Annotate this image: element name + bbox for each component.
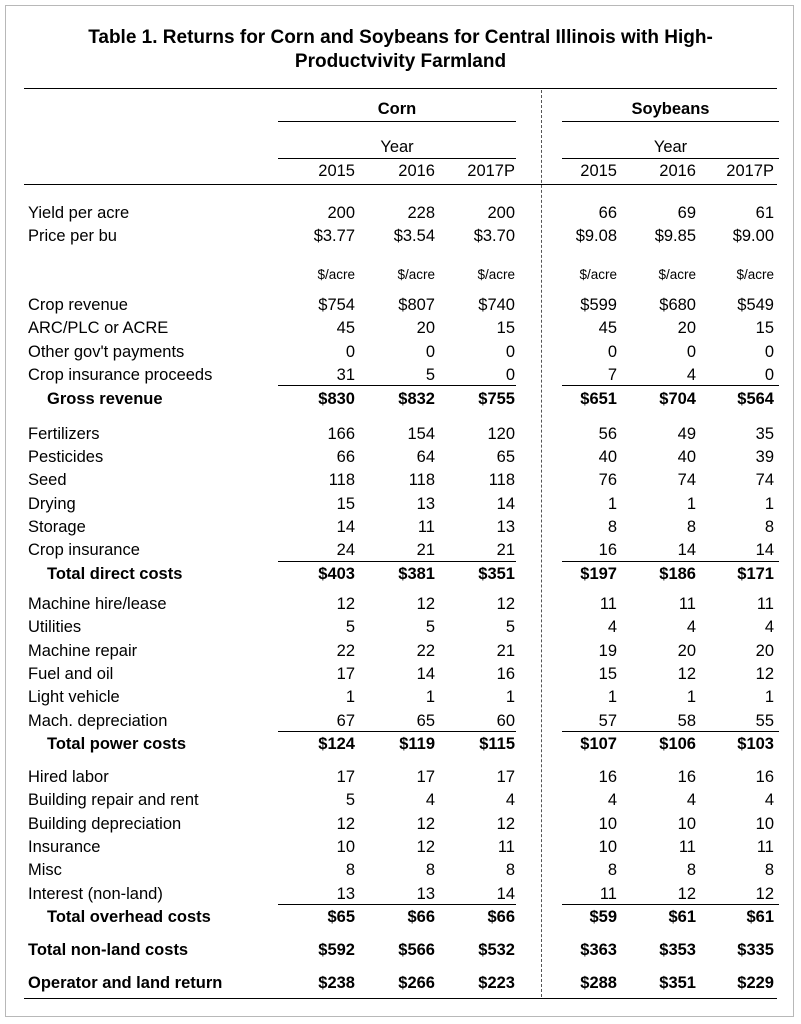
corn-cell: 5 [425, 618, 435, 636]
corn-cell: $566 [398, 941, 435, 959]
corn-cell: 5 [505, 618, 515, 636]
soybeans-cell: $171 [737, 565, 774, 583]
soybeans-cell: 8 [686, 518, 696, 536]
row-label: Fuel and oil [28, 665, 114, 683]
soybeans-cell: 1 [607, 688, 617, 706]
soybeans-cell: $564 [737, 390, 774, 408]
soybeans-cell: $229 [737, 974, 774, 992]
corn-cell: 66 [336, 448, 355, 466]
soybeans-cell: $107 [580, 735, 617, 753]
soybeans-cell: $/acre [658, 267, 696, 282]
corn-cell: 5 [345, 791, 355, 809]
corn-cell: 118 [488, 471, 515, 489]
row-label: Total power costs [47, 735, 187, 753]
soybeans-cell: 58 [677, 712, 696, 730]
corn-cell: $740 [478, 296, 515, 314]
soybeans-cell: $353 [659, 941, 696, 959]
soybeans-cell: 0 [607, 343, 617, 361]
soybeans-cell: 4 [686, 366, 696, 384]
corn-cell: 21 [496, 541, 515, 559]
group-header-soybeans: Soybeans [631, 100, 710, 118]
soybeans-cell: 74 [755, 471, 774, 489]
corn-cell: $66 [407, 908, 435, 926]
row-label: Storage [28, 518, 86, 536]
soybeans-cell: $103 [737, 735, 774, 753]
row-label: Light vehicle [28, 688, 120, 706]
soybeans-cell: 57 [598, 712, 617, 730]
row-label: ARC/PLC or ACRE [28, 319, 169, 337]
row-label: Crop revenue [28, 296, 128, 314]
power-costs-rule-corn [278, 731, 516, 732]
soybeans-cell: 12 [677, 665, 696, 683]
soybeans-cell: 1 [764, 495, 774, 513]
row-label: Interest (non-land) [28, 885, 163, 903]
soybeans-cell: 69 [677, 204, 696, 222]
soy-year-2015: 2015 [580, 162, 617, 180]
soybeans-cell: $61 [668, 908, 696, 926]
corn-year-2015: 2015 [318, 162, 355, 180]
soybeans-cell: $/acre [579, 267, 617, 282]
corn-cell: 154 [407, 425, 435, 443]
corn-cell: 21 [496, 642, 515, 660]
corn-year-rule [278, 158, 516, 159]
row-label: Gross revenue [47, 390, 163, 408]
soybeans-cell: $9.00 [732, 227, 774, 245]
corn-cell: 20 [416, 319, 435, 337]
corn-cell: $351 [478, 565, 515, 583]
corn-cell: $3.77 [313, 227, 355, 245]
soybeans-cell: 19 [598, 642, 617, 660]
corn-cell: 12 [416, 595, 435, 613]
soybeans-cell: 1 [764, 688, 774, 706]
group-divider [541, 90, 542, 997]
corn-cell: 14 [336, 518, 355, 536]
corn-cell: 22 [336, 642, 355, 660]
corn-cell: $754 [318, 296, 355, 314]
soybeans-cell: 11 [599, 885, 617, 903]
soybeans-group-rule [562, 121, 779, 122]
soybeans-cell: 8 [686, 861, 696, 879]
soybeans-cell: 4 [764, 618, 774, 636]
corn-cell: $238 [318, 974, 355, 992]
corn-cell: $830 [318, 390, 355, 408]
soybeans-cell: 45 [598, 319, 617, 337]
corn-cell: 12 [336, 815, 355, 833]
table-title-line-1: Table 1. Returns for Corn and Soybeans for Central Illinois with High- [88, 27, 713, 48]
corn-cell: 13 [496, 518, 515, 536]
corn-cell: 14 [496, 495, 515, 513]
table-bottom-rule [24, 998, 777, 999]
soybeans-cell: $186 [659, 565, 696, 583]
soybeans-cell: $288 [580, 974, 617, 992]
soybeans-cell: 35 [755, 425, 774, 443]
soybeans-cell: $704 [659, 390, 696, 408]
soybeans-cell: 4 [686, 791, 696, 809]
soybeans-cell: 56 [598, 425, 617, 443]
corn-cell: 14 [416, 665, 435, 683]
soybeans-cell: 11 [599, 595, 617, 613]
soy-year-2017p: 2017P [726, 162, 774, 180]
row-label: Pesticides [28, 448, 104, 466]
gross-revenue-rule-corn [278, 385, 516, 386]
row-label: Hired labor [28, 768, 109, 786]
corn-cell: $115 [479, 735, 515, 753]
soybeans-cell: 76 [598, 471, 617, 489]
row-label: Other gov't payments [28, 343, 185, 361]
corn-cell: 200 [487, 204, 515, 222]
corn-cell: 17 [416, 768, 435, 786]
soybeans-cell: 39 [755, 448, 774, 466]
soybeans-cell: $549 [737, 296, 774, 314]
row-label: Machine repair [28, 642, 138, 660]
row-label: Mach. depreciation [28, 712, 168, 730]
corn-cell: 0 [505, 343, 515, 361]
soybeans-cell: $59 [589, 908, 617, 926]
soybeans-cell: 14 [755, 541, 774, 559]
corn-cell: 13 [416, 495, 435, 513]
overhead-costs-rule-soy [562, 904, 779, 905]
corn-cell: 15 [336, 495, 355, 513]
soybeans-cell: 15 [598, 665, 617, 683]
corn-cell: 21 [416, 541, 435, 559]
corn-cell: 8 [345, 861, 355, 879]
corn-cell: 12 [336, 595, 355, 613]
corn-cell: $/acre [317, 267, 355, 282]
corn-cell: 60 [496, 712, 515, 730]
corn-year-2016: 2016 [398, 162, 435, 180]
row-label: Building depreciation [28, 815, 182, 833]
corn-cell: $3.54 [393, 227, 435, 245]
corn-cell: 12 [416, 838, 435, 856]
soybeans-cell: 0 [764, 343, 774, 361]
corn-cell: $832 [398, 390, 435, 408]
soybeans-cell: 0 [686, 343, 696, 361]
corn-group-rule [278, 121, 516, 122]
soybeans-cell: 10 [755, 815, 774, 833]
soybeans-cell: 74 [677, 471, 696, 489]
soybeans-cell: 8 [607, 861, 617, 879]
row-label: Yield per acre [28, 204, 130, 222]
corn-cell: 120 [487, 425, 515, 443]
corn-cell: 11 [497, 838, 515, 856]
corn-cell: $807 [398, 296, 435, 314]
soybeans-cell: 10 [677, 815, 696, 833]
soybeans-cell: 8 [764, 861, 774, 879]
soybeans-cell: $9.85 [654, 227, 696, 245]
soybeans-cell: 20 [677, 642, 696, 660]
corn-cell: 166 [327, 425, 355, 443]
corn-cell: 31 [336, 366, 355, 384]
soybeans-cell: 10 [598, 838, 617, 856]
header-top-rule [24, 88, 777, 89]
soybeans-cell: $/acre [736, 267, 774, 282]
soybeans-cell: 16 [598, 541, 617, 559]
corn-cell: $592 [318, 941, 355, 959]
corn-cell: $755 [478, 390, 515, 408]
soybeans-cell: $197 [580, 565, 617, 583]
soybeans-cell: 1 [607, 495, 617, 513]
corn-cell: 10 [336, 838, 355, 856]
row-label: Total direct costs [47, 565, 183, 583]
corn-cell: 4 [505, 791, 515, 809]
soybeans-cell: 4 [686, 618, 696, 636]
corn-cell: 65 [416, 712, 435, 730]
soybeans-cell: $61 [746, 908, 774, 926]
corn-cell: 67 [336, 712, 355, 730]
power-costs-rule-soy [562, 731, 779, 732]
corn-year-label: Year [380, 138, 414, 156]
soybeans-cell: 4 [607, 791, 617, 809]
corn-cell: 200 [327, 204, 355, 222]
direct-costs-rule-corn [278, 561, 516, 562]
corn-cell: 12 [496, 595, 515, 613]
gross-revenue-rule-soy [562, 385, 779, 386]
corn-cell: 4 [425, 791, 435, 809]
soybeans-cell: 11 [678, 838, 696, 856]
corn-cell: $223 [478, 974, 515, 992]
row-label: Total overhead costs [47, 908, 211, 926]
direct-costs-rule-soy [562, 561, 779, 562]
table-title-line-2: Productvivity Farmland [294, 51, 507, 72]
soybeans-cell: 8 [764, 518, 774, 536]
corn-year-2017p: 2017P [467, 162, 515, 180]
soybeans-cell: 12 [755, 665, 774, 683]
soybeans-cell: 0 [764, 366, 774, 384]
corn-cell: 14 [496, 885, 515, 903]
row-label: Price per bu [28, 227, 117, 245]
corn-cell: 17 [336, 768, 355, 786]
corn-cell: $266 [398, 974, 435, 992]
corn-cell: $532 [478, 941, 515, 959]
corn-cell: $403 [318, 565, 355, 583]
soybeans-cell: $599 [580, 296, 617, 314]
corn-cell: 228 [407, 204, 435, 222]
corn-cell: $66 [487, 908, 515, 926]
row-label: Machine hire/lease [28, 595, 167, 613]
corn-cell: 118 [408, 471, 435, 489]
soybeans-cell: 15 [755, 319, 774, 337]
soybeans-cell: 20 [677, 319, 696, 337]
soybeans-cell: 4 [764, 791, 774, 809]
row-label: Insurance [28, 838, 101, 856]
soybeans-cell: 12 [677, 885, 696, 903]
soybeans-cell: 66 [598, 204, 617, 222]
soybeans-cell: $351 [659, 974, 696, 992]
corn-cell: 1 [345, 688, 355, 706]
corn-cell: 11 [417, 518, 435, 536]
soybeans-cell: 16 [755, 768, 774, 786]
corn-cell: 5 [345, 618, 355, 636]
row-label: Drying [28, 495, 76, 513]
corn-cell: 13 [336, 885, 355, 903]
corn-cell: $/acre [477, 267, 515, 282]
soybeans-cell: 11 [756, 838, 774, 856]
soybeans-cell: 16 [677, 768, 696, 786]
corn-cell: 1 [505, 688, 515, 706]
corn-cell: 15 [496, 319, 515, 337]
soybeans-cell: $9.08 [575, 227, 617, 245]
soy-year-2016: 2016 [659, 162, 696, 180]
corn-cell: 17 [336, 665, 355, 683]
row-label: Crop insurance proceeds [28, 366, 213, 384]
soybeans-cell: 20 [755, 642, 774, 660]
soybeans-cell: $363 [580, 941, 617, 959]
corn-cell: $3.70 [473, 227, 515, 245]
soybeans-year-rule [562, 158, 779, 159]
corn-cell: 12 [496, 815, 515, 833]
row-label: Crop insurance [28, 541, 140, 559]
soybeans-cell: 1 [686, 688, 696, 706]
corn-cell: 64 [416, 448, 435, 466]
row-label: Fertilizers [28, 425, 100, 443]
row-label: Misc [28, 861, 62, 879]
corn-cell: 13 [416, 885, 435, 903]
soybeans-cell: 4 [607, 618, 617, 636]
soybeans-cell: $680 [659, 296, 696, 314]
row-label: Seed [28, 471, 67, 489]
soybeans-cell: 11 [678, 595, 696, 613]
corn-cell: 0 [425, 343, 435, 361]
soybeans-cell: 10 [598, 815, 617, 833]
row-label: Building repair and rent [28, 791, 199, 809]
soybeans-cell: 7 [607, 366, 617, 384]
corn-cell: 16 [496, 665, 515, 683]
corn-cell: 5 [425, 366, 435, 384]
soybeans-cell: 1 [686, 495, 696, 513]
corn-cell: 8 [505, 861, 515, 879]
soybeans-cell: 11 [756, 595, 774, 613]
soybeans-cell: 49 [677, 425, 696, 443]
soybeans-cell: 55 [755, 712, 774, 730]
soybeans-cell: $335 [737, 941, 774, 959]
corn-cell: 1 [425, 688, 435, 706]
soybeans-cell: 8 [607, 518, 617, 536]
corn-cell: 12 [416, 815, 435, 833]
corn-cell: 8 [425, 861, 435, 879]
soybeans-cell: 12 [755, 885, 774, 903]
corn-cell: 22 [416, 642, 435, 660]
soybeans-cell: $106 [659, 735, 696, 753]
soybeans-cell: 40 [598, 448, 617, 466]
row-label: Utilities [28, 618, 82, 636]
corn-cell: 118 [328, 471, 355, 489]
corn-cell: $381 [398, 565, 435, 583]
corn-cell: 24 [336, 541, 355, 559]
corn-cell: 0 [505, 366, 515, 384]
row-label: Total non-land costs [28, 941, 189, 959]
group-header-corn: Corn [377, 100, 417, 118]
corn-cell: $/acre [397, 267, 435, 282]
soybeans-cell: 40 [677, 448, 696, 466]
soybeans-cell: 16 [598, 768, 617, 786]
corn-cell: $124 [318, 735, 355, 753]
corn-cell: $119 [399, 735, 435, 753]
soybeans-year-label: Year [653, 138, 688, 156]
soybeans-cell: $651 [580, 390, 617, 408]
corn-cell: 65 [496, 448, 515, 466]
corn-cell: $65 [327, 908, 355, 926]
corn-cell: 0 [345, 343, 355, 361]
row-label: Operator and land return [28, 974, 223, 992]
soybeans-cell: 61 [755, 204, 774, 222]
soybeans-cell: 14 [677, 541, 696, 559]
column-header-rule [24, 184, 777, 185]
overhead-costs-rule-corn [278, 904, 516, 905]
corn-cell: 45 [336, 319, 355, 337]
corn-cell: 17 [496, 768, 515, 786]
